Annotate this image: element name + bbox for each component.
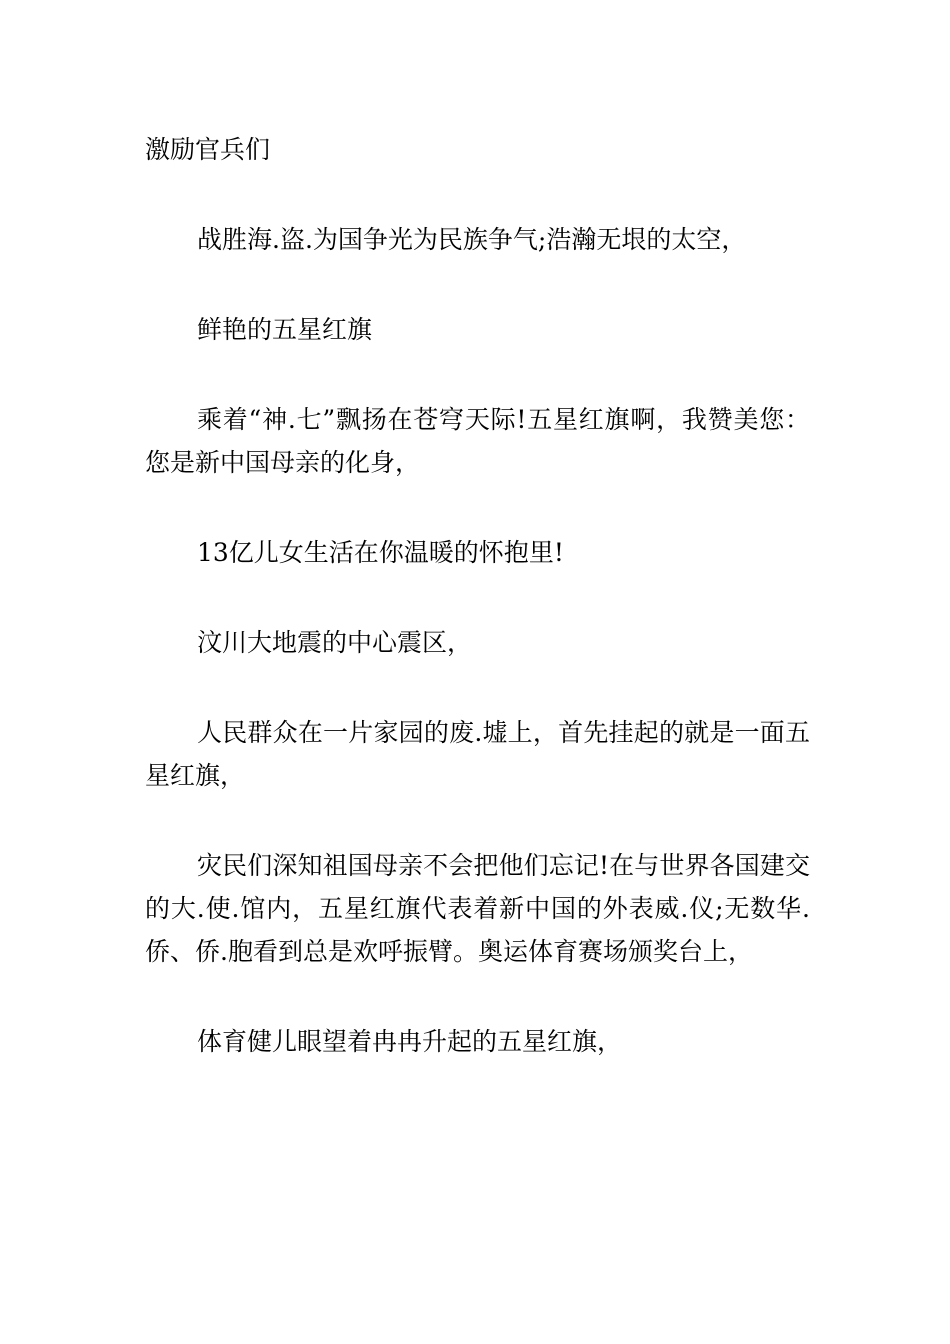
document-body	[145, 128, 810, 1110]
paragraph: 体育健儿眼望着冉冉升起的五星红旗，	[197, 1027, 623, 1056]
paragraph: 汶川大地震的中心震区，	[197, 628, 473, 657]
paragraph: 乘着“神.七”飘扬在苍穹天际!五星红旗啊，我赞美您：您是新中国母亲的化身，	[145, 405, 810, 477]
paragraph: 灾民们深知祖国母亲不会把他们忘记!在与世界各国建交的大.使.馆内，五星红旗代表着新中国的外表威.仪;无数华.侨、侨.胞看到总是欢呼振臂。奥运体育赛场颁奖台上，	[145, 851, 810, 966]
paragraph: 13亿儿女生活在你温暖的怀抱里!	[197, 538, 564, 567]
paragraph: 鲜艳的五星红旗	[197, 315, 373, 344]
paragraph: 激励官兵们	[145, 135, 271, 164]
paragraph: 战胜海.盗.为国争光为民族争气;浩瀚无垠的太空，	[197, 225, 747, 254]
paragraph: 人民群众在一片家园的废.墟上，首先挂起的就是一面五星红旗，	[145, 718, 810, 790]
